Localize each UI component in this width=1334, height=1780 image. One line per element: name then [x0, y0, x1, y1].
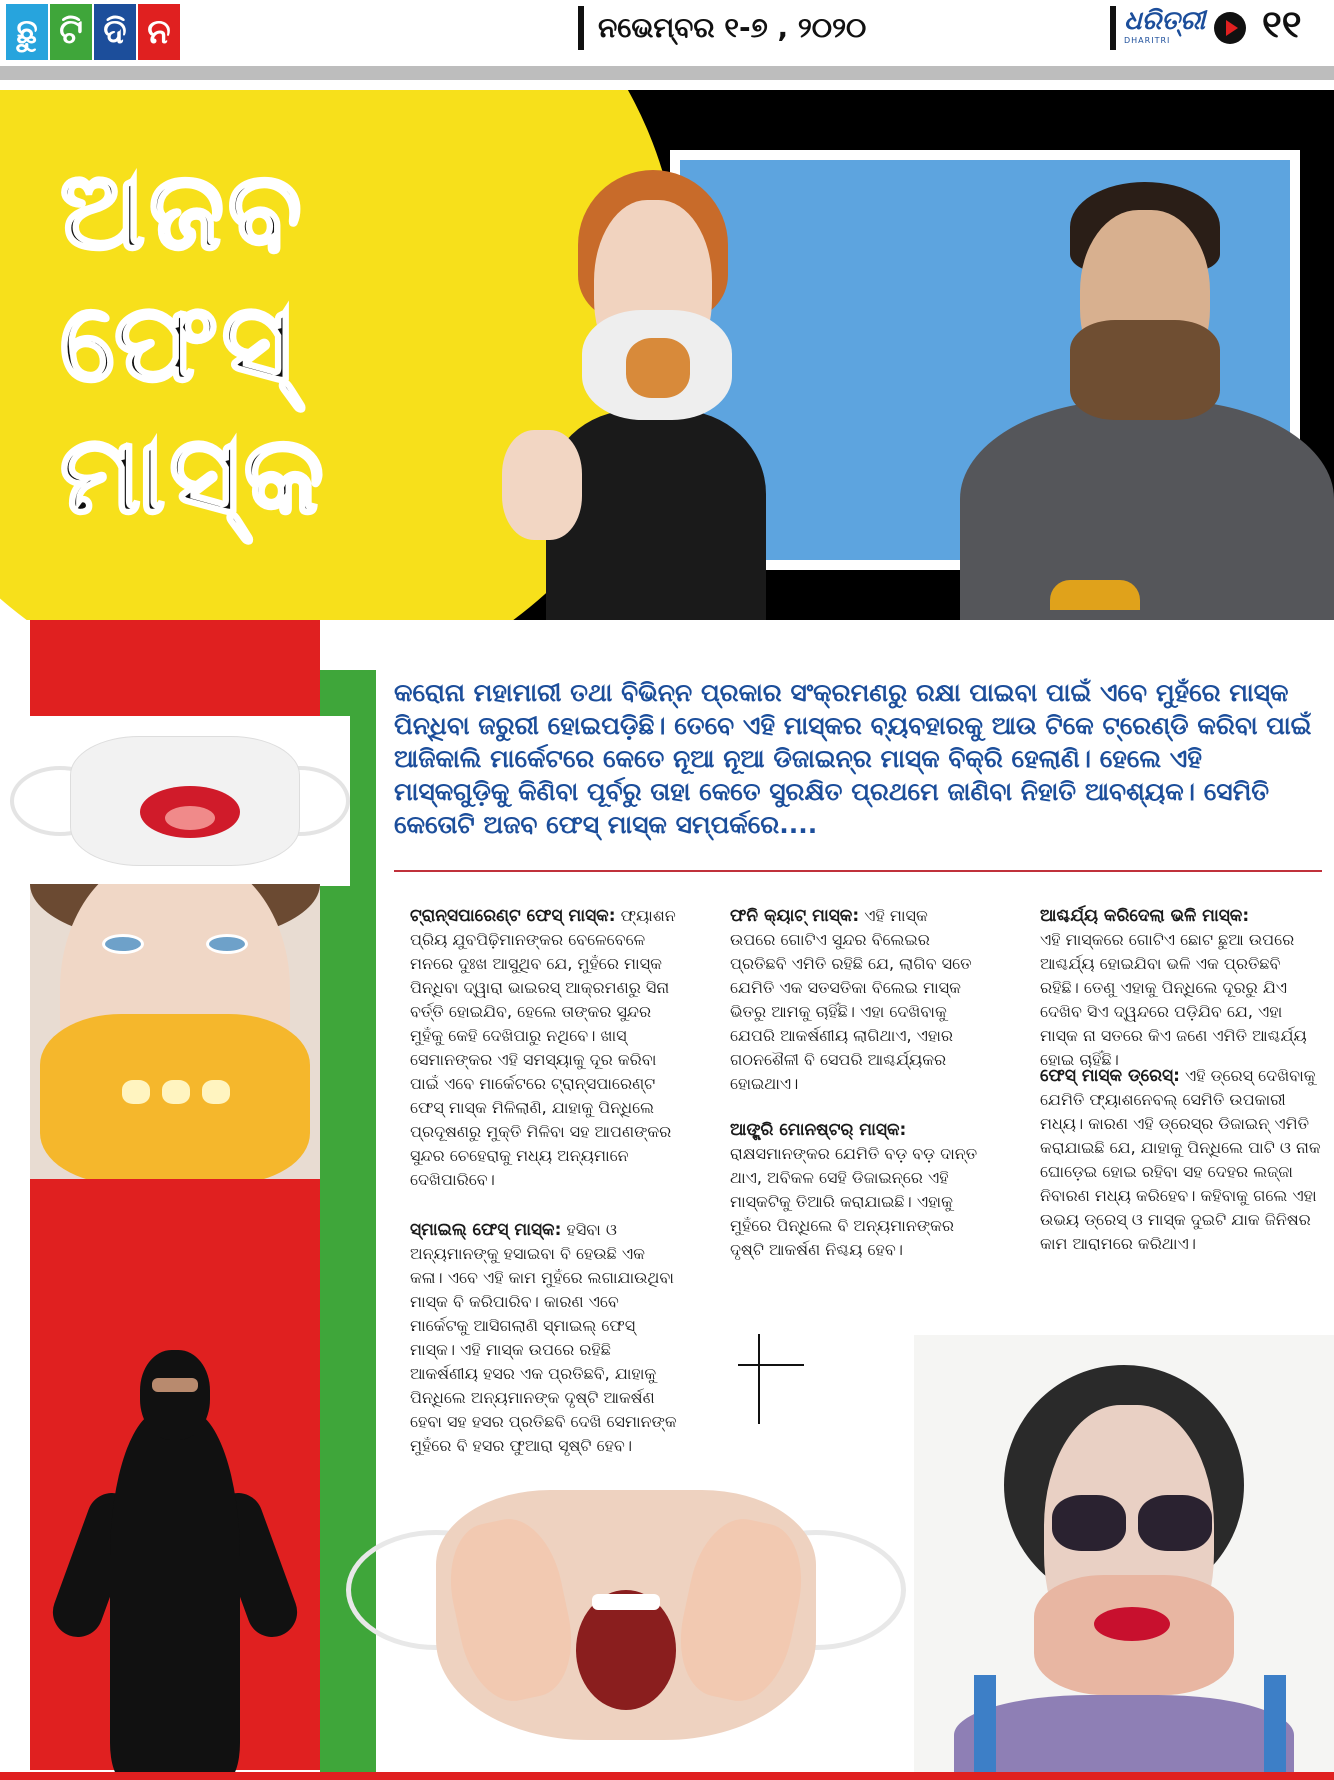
article-transparent-mask	[410, 904, 682, 1196]
brand-tile-3: ଦି	[94, 4, 136, 60]
woman-turtleneck	[546, 410, 766, 620]
article-body: ହସିବା ଓ ଅନ୍ୟମାନଙ୍କୁ ହସାଇବା ବି ହେଉଛି ଏକ କଳା। ଏବେ ଏହି କାମ ମୁହଁରେ ଲଗାଯାଉଥିବା ମାସ୍କ ବି କରିପାରିବ। କାରଣ ଏବେ ମାର୍କେଟକୁ ଆସିଗଲାଣି ସ୍ମାଇଲ୍ ଫେସ୍ ମାସ୍କ। ଏହି ମାସ୍କ ଉପରେ ରହିଛି ଆକର୍ଷଣୀୟ ହସର ଏକ ପ୍ରତିଛବି, ଯାହାକୁ ପିନ୍ଧିଲେ ଅନ୍ୟମାନଙ୍କ ଦୃଷ୍ଟି ଆକର୍ଷଣ ହେବା ସହ ହସର ପ୍ରତିଛବି ଦେଖି ସେମାନଙ୍କ ମୁହଁରେ ବି ହସର ଫୁଆରା ସୃଷ୍ଟି ହେବ।	[410, 1220, 677, 1455]
article-surprise-mask	[1040, 904, 1322, 1076]
publication-sub: DHARITRI	[1124, 36, 1171, 45]
red-lips-print	[1094, 1607, 1170, 1641]
article-heading: ଫେସ୍ ମାସ୍କ ଡ୍ରେସ୍:	[1040, 1066, 1180, 1086]
beard-mask-man-photo	[950, 170, 1334, 620]
section-brand	[6, 4, 182, 60]
brand-tile-4: ନ	[138, 4, 180, 60]
cat-mask-woman-photo	[486, 170, 816, 620]
headline	[60, 146, 480, 542]
sunglass-lens-right	[1138, 1495, 1212, 1551]
smile-mask-photo	[0, 716, 350, 886]
intro-divider	[394, 870, 1322, 872]
article-angry-monster-mask	[730, 1118, 978, 1266]
article-body: ଏହି ମାସ୍କ ଉପରେ ଗୋଟିଏ ସୁନ୍ଦର ବିଲେଇର ପ୍ରତିଛବି ଏମିତି ରହିଛି ଯେ, ଲାଗିବ ସତେ ଯେମିତି ଏକ ସତସତିକା ବିଲେଇ ମାସ୍କ ଭିତରୁ ଆମକୁ ଚାହିଁଛି। ଏହା ଦେଖିବାକୁ ଯେପରି ଆକର୍ଷଣୀୟ ଲାଗିଥାଏ, ଏହାର ଗଠନଶୈଳୀ ବି ସେପରି ଆଶ୍ଚର୍ଯ୍ୟକର ହୋଇଥାଏ।	[730, 906, 972, 1093]
publication-logo	[1110, 6, 1210, 50]
article-heading: ଆଶ୍ଚର୍ଯ୍ୟ କରିଦେଲା ଭଳି ମାସ୍କ:	[1040, 906, 1250, 926]
mask-tongue-print	[165, 806, 215, 830]
headline-line-1: ଅଜବ	[60, 149, 306, 274]
dress-hood	[140, 1350, 210, 1440]
sunglass-lens-left	[1052, 1495, 1126, 1551]
monster-mask-woman-photo	[30, 884, 320, 1179]
brand-tile-2: ଟି	[50, 4, 92, 60]
article-heading: ଟ୍ରାନ୍ସପାରେଣ୍ଟ ଫେସ୍ ମାସ୍କ:	[410, 906, 616, 926]
issue-date: ନଭେମ୍ବର ୧-୭ , ୨୦୨୦	[578, 6, 866, 50]
eye-right	[206, 934, 248, 954]
cat-face-print	[626, 338, 690, 398]
headline-line-2: ଫେସ୍	[60, 281, 297, 406]
article-body: ରାକ୍ଷସମାନଙ୍କର ଯେମିତି ବଡ଼ ବଡ଼ ଦାନ୍ତ ଥାଏ, ଅବିକଳ ସେହି ଡିଜାଇନ୍‌ରେ ଏହି ମାସ୍କଟିକୁ ତିଆରି କରାଯାଇଛି। ଏହାକୁ ମୁହଁରେ ପିନ୍ଧିଲେ ବି ଅନ୍ୟମାନଙ୍କର ଦୃଷ୍ଟି ଆକର୍ଷଣ ନିଶ୍ଚୟ ହେବ।	[730, 1144, 978, 1259]
article-body: ଏହି ଡ୍ରେସ୍ ଦେଖିବାକୁ ଯେମିତି ଫ୍ୟାଶନେବଲ୍ ସେମିତି ଉପକାରୀ ମଧ୍ୟ। କାରଣ ଏହି ଡ୍ରେସ୍‌ର ଡିଜାଇନ୍ ଏମିତି କରାଯାଇଛି ଯେ, ଯାହାକୁ ପିନ୍ଧିଲେ ପାଟି ଓ ନାକ ଘୋଡ଼େଇ ହୋଇ ରହିବା ସହ ଦେହର ଲଜ୍ଜା ନିବାରଣ ମଧ୍ୟ କରିହେବ। କହିବାକୁ ଗଲେ ଏହା ଉଭୟ ଡ୍ରେସ୍ ଓ ମାସ୍କ ଦୁଇଟି ଯାକ ଜିନିଷର କାମ ଆରାମରେ କରିଥାଏ।	[1040, 1066, 1321, 1253]
dress-body	[110, 1410, 240, 1780]
hoodie-logo	[1050, 580, 1140, 610]
article-body: ଏହି ମାସ୍କରେ ଗୋଟିଏ ଛୋଟ ଛୁଆ ଉପରେ ଆଶ୍ଚର୍ଯ୍ୟ ହୋଇଯିବା ଭଳି ଏକ ପ୍ରତିଛବି ରହିଛି। ତେଣୁ ଏହାକୁ ପିନ୍ଧିଲେ ଦୂରରୁ ଯିଏ ଦେଖିବ ସିଏ ଦ୍ୱନ୍ଦରେ ପଡ଼ିଯିବ ଯେ, ଏହା ମାସ୍କ ନା ସତରେ କିଏ ଜଣେ ଏମିତି ଆଶ୍ଚର୍ଯ୍ୟ ହୋଇ ଚାହିଁଛି।	[1040, 930, 1307, 1069]
lips-mask-woman-photo	[914, 1335, 1334, 1780]
header-divider	[0, 66, 1334, 80]
woman-hand	[502, 430, 582, 540]
mask-tooth	[122, 1080, 150, 1104]
eye-left	[102, 934, 144, 954]
mask-tooth	[202, 1080, 230, 1104]
surprise-mask-photo	[346, 1460, 906, 1760]
article-heading: ଆଙ୍ଗ୍ରି ମୋନଷ୍ଟର୍ ମାସ୍କ:	[730, 1120, 907, 1140]
page-header	[0, 0, 1334, 64]
article-mask-dress	[1040, 1064, 1322, 1260]
headline-line-3: ମାସ୍କ	[60, 413, 328, 538]
backpack-strap-right	[1264, 1675, 1286, 1780]
publication-name: ଧରିତ୍ରୀ	[1124, 6, 1206, 36]
purple-shirt	[954, 1695, 1294, 1780]
hero-banner	[0, 90, 1334, 620]
eye-opening	[152, 1378, 198, 1392]
mask-dress-photo	[30, 1340, 320, 1780]
teeth-print	[592, 1594, 660, 1610]
article-heading: ଫନି କ୍ୟାଟ୍ ମାସ୍କ:	[730, 906, 860, 926]
mask-tooth	[162, 1080, 190, 1104]
footer-strip	[0, 1772, 1334, 1780]
crop-mark-vertical	[758, 1334, 760, 1424]
crop-mark-horizontal	[738, 1364, 804, 1366]
article-heading: ସ୍ମାଇଲ୍ ଫେସ୍ ମାସ୍କ:	[410, 1220, 562, 1240]
intro-paragraph: କରୋନା ମହାମାରୀ ତଥା ବିଭିନ୍ନ ପ୍ରକାର ସଂକ୍ରମଣରୁ ରକ୍ଷା ପାଇବା ପାଇଁ ଏବେ ମୁହଁରେ ମାସ୍କ ପିନ୍ଧିବା ଜରୁରୀ ହୋଇପଡ଼ିଛି। ତେବେ ଏହି ମାସ୍କର ବ୍ୟବହାରକୁ ଆଉ ଟିକେ ଟ୍ରେଣ୍ଡି କରିବା ପାଇଁ ଆଜିକାଲି ମାର୍କେଟରେ କେତେ ନୂଆ ନୂଆ ଡିଜାଇନ୍‌ର ମାସ୍କ ବିକ୍ରି ହେଲାଣି। ହେଲେ ଏହି ମାସ୍କଗୁଡ଼ିକୁ କିଣିବା ପୂର୍ବରୁ ତାହା କେତେ ସୁରକ୍ଷିତ ପ୍ରଥମେ ଜାଣିବା ନିହାତି ଆବଶ୍ୟକ। ସେମିତି କେତୋଟି ଅଜବ ଫେସ୍ ମାସ୍କ ସମ୍ପର୍କରେ....	[394, 678, 1312, 839]
beard-mask	[1070, 320, 1220, 420]
man-hoodie	[960, 400, 1334, 620]
page-number: ୧୧	[1262, 2, 1302, 46]
backpack-strap-left	[974, 1675, 996, 1780]
article-funny-cat-mask	[730, 904, 978, 1100]
brand-tile-1: ଛୁ	[6, 4, 48, 60]
article-smile-mask	[410, 1218, 682, 1462]
article-body: ଫ୍ୟାଶନ ପ୍ରିୟ ଯୁବପିଢ଼ିମାନଙ୍କର ବେଳେବେଳେ ମନରେ ଦୁଃଖ ଆସୁଥିବ ଯେ, ମୁହଁରେ ମାସ୍କ ପିନ୍ଧିବା ଦ୍ୱାରା ଭାଇରସ୍ ଆକ୍ରମଣରୁ ସିନା ବର୍ତ୍ତି ହୋଇଯିବ, ହେଲେ ତାଙ୍କର ସୁନ୍ଦର ମୁହଁକୁ କେହି ଦେଖିପାରୁ ନଥିବେ। ଖାସ୍ ସେମାନଙ୍କର ଏହି ସମସ୍ୟାକୁ ଦୂର କରିବା ପାଇଁ ଏବେ ମାର୍କେଟରେ ଟ୍ରାନ୍ସପାରେଣ୍ଟ ଫେସ୍ ମାସ୍କ ମିଳିଲାଣି, ଯାହାକୁ ପିନ୍ଧିଲେ ପ୍ରଦୂଷଣରୁ ମୁକ୍ତି ମିଳିବା ସହ ଆପଣଙ୍କର ସୁନ୍ଦର ଚେହେରାକୁ ମଧ୍ୟ ଅନ୍ୟମାନେ ଦେଖିପାରିବେ।	[410, 906, 676, 1189]
play-icon	[1214, 12, 1246, 44]
